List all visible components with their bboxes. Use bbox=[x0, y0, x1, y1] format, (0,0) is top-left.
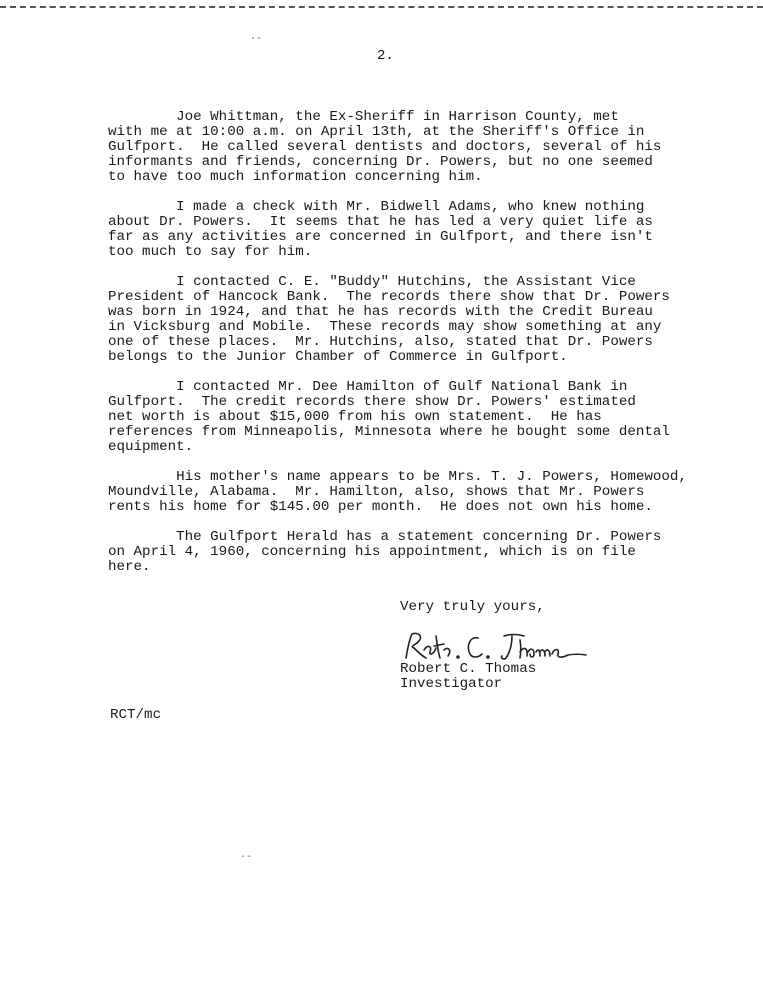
paragraph: I contacted C. E. "Buddy" Hutchins, the Assistant Vice President of Hancock Bank. The records there show that Dr. Powers was born in 1924, and that he has records with the Credit Bureau in Vicksburg and Mobile. These records may show something at any one of these places. Mr. Hutchins, also, stated that Dr. Powers belongs to the Junior Chamber of Commerce in Gulfport. bbox=[108, 274, 670, 365]
typist-initials: RCT/mc bbox=[110, 707, 162, 723]
letter-body bbox=[108, 110, 738, 590]
closing-salutation: Very truly yours, bbox=[400, 599, 545, 615]
paper-speck: ·‐ bbox=[250, 34, 263, 45]
paragraph: The Gulfport Herald has a statement concerning Dr. Powers on April 4, 1960, concerning his appointment, which is on file here. bbox=[108, 529, 662, 575]
paper-speck: ·‐ bbox=[240, 852, 253, 863]
paragraph: I contacted Mr. Dee Hamilton of Gulf National Bank in Gulfport. The credit records there show Dr. Powers' estimated net worth is about $15,000 from his own statement. He has references from Minneapolis, Minnesota where he bought some dental equipment. bbox=[108, 379, 670, 455]
closing-block bbox=[400, 600, 545, 615]
paragraph: I made a check with Mr. Bidwell Adams, who knew nothing about Dr. Powers. It seems that he has led a very quiet life as far as any activities are concerned in Gulfport, and there isn't too much to say for him. bbox=[108, 199, 653, 260]
signer-name: Robert C. Thomas bbox=[400, 661, 537, 677]
paragraph: Joe Whittman, the Ex-Sheriff in Harrison County, met with me at 10:00 a.m. on April 13th, at the Sheriff's Office in Gulfport. He called several dentists and doctors, several of his informants and friends, concerning Dr. Powers, but no one seemed to have too much information concerning him. bbox=[108, 109, 662, 185]
page-number: 2. bbox=[377, 48, 394, 64]
page-top-edge bbox=[0, 0, 763, 8]
paragraph: His mother's name appears to be Mrs. T. J. Powers, Homewood, Moundville, Alabama. Mr. Hamilton, also, shows that Mr. Powers rents his home for $145.00 per month. He does not own his home. bbox=[108, 469, 687, 515]
signer-title: Investigator bbox=[400, 676, 503, 692]
